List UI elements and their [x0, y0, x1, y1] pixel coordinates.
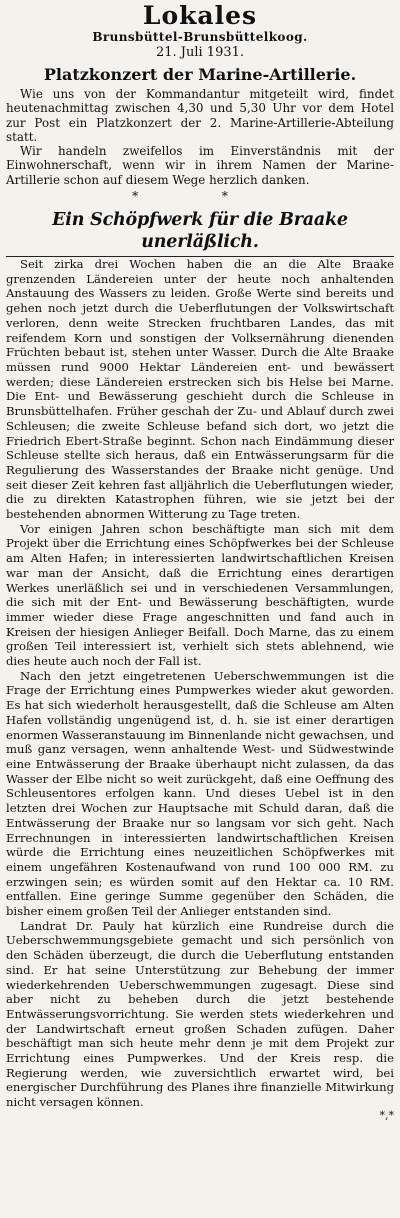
article2-paragraph: Landrat Dr. Pauly hat kürzlich eine Rundreise durch die Ueberschwemmungsgebiete gemacht und sich persönlich von den Schäden überzeugt, die durch die Ueberflutung entstanden sind. Er hat seine Unterstützung zur Behebung der immer wiederkehrenden Ueberschwemmungen zugesagt. Diese sind aber nicht zu beheben durch die jetzt bestehende Entwässerungsvorrichtung. Sie werden stets wiederkehren und der Landwirtschaft erneut großen Schaden zufügen. Daher beschäftigt man sich heute mehr denn je mit dem Projekt zur Errichtung eines Pumpwerkes. Und der Kreis resp. die Regierung werden, wie zuversichtlich erwartet wird, bei energischer Durchführung des Planes ihre finanzielle Mitwirkung nicht versagen können.: [6, 918, 394, 1110]
section-title: Lokales: [142, 1, 258, 30]
article1-paragraph: Wir handeln zweifellos im Einverständnis mit der Einwohnerschaft, wenn wir in ihrem Namen der Marine-Artillerie schon auf diesem Wege herzlich danken.: [6, 144, 394, 187]
article1-headline: Platzkonzert der Marine-Artillerie.: [43, 65, 357, 84]
dateline-place: Brunsbüttel-Brunsbüttelkoog.: [92, 30, 308, 44]
article-separator: * *: [132, 189, 268, 204]
article2-headline: Ein Schöpfwerk für die Braake unerläßlich.: [52, 210, 348, 253]
end-mark: *,*: [379, 1108, 394, 1122]
article2-paragraph: Seit zirka drei Wochen haben die an die Alte Braake grenzenden Ländereien unter der heute noch anhaltenden Anstauung des Wassers zu leiden. Große Werte sind bereits und gehen noch jetzt durch die Ueberflutungen der Volkswirtschaft verloren, denn weite Strecken fruchtbaren Landes, das mit reifendem Korn und sonstigen der Volksernährung dienenden Früchten bebaut ist, stehen unter Wasser. Durch die Alte Braake müssen rund 9000 Hektar Ländereien ent- und bewässert werden; diese Ländereien erstrecken sich bis Helse bei Marne. Die Ent- und Bewässerung geschieht durch die Schleuse in Brunsbüttelhafen. Früher geschah der Zu- und Ablauf durch zwei Schleusen; die zweite Schleuse befand sich dort, wo jetzt die Friedrich Ebert-Straße beginnt. Schon nach Eindämmung dieser Schleuse stellte sich heraus, daß ein Entwässerungsarm für die Regulierung des Wasserstandes der Braake nicht genüge. Und seit dieser Zeit kehren fast alljährlich die Ueberflutungen wieder, die zu direkten Katastrophen führen, wie sie jetzt bei der bestehenden abnormen Witterung zu Tage treten.: [6, 257, 394, 522]
article2-paragraph: Vor einigen Jahren schon beschäftigte man sich mit dem Projekt über die Errichtung eines Schöpfwerkes bei der Schleuse am Alten Hafen; in interessierten landwirtschaftlichen Kreisen war man der Ansicht, daß die Errichtung eines derartigen Werkes unerläßlich sei und in verschiedenen Versammlungen, die sich mit der Ent- und Bewässerung beschäftigten, wurde immer wieder diese Frage angeschnitten und fand auch in Kreisen der hiesigen Anlieger Beifall. Doch Marne, das zu einem großen Teil interessiert ist, verhielt sich stets ablehnend, wie dies heute auch noch der Fall ist.: [6, 521, 394, 669]
article1-paragraph: Wie uns von der Kommandantur mitgeteilt wird, findet heutenachmittag zwischen 4,30 und 5,30 Uhr vor dem Hotel zur Post ein Platzkonzert der 2. Marine-Artillerie-Abteilung statt.: [6, 87, 394, 144]
dateline-date: 21. Juli 1931.: [155, 45, 245, 60]
article2-paragraph: Nach den jetzt eingetretenen Ueberschwemmungen ist die Frage der Errichtung eines Pumpwerkes wieder akut geworden. Es hat sich wiederholt herausgestellt, daß die Schleuse am Alten Hafen vollständig ungenügend ist, d. h. sie ist einer derartigen enormen Wasseranstauung im Binnenlande nicht gewachsen, und muß ganz versagen, wenn anhaltende West- und Südwestwinde eine Entwässerung der Braake überhaupt nicht zulassen, da das Wasser der Elbe nicht so weit zurückgeht, daß eine Oeffnung des Schleusentores erfolgen kann. Und dieses Uebel ist in den letzten drei Wochen zur Hauptsache mit Schuld daran, daß die Entwässerung der Braake nur so langsam vor sich geht. Nach Errechnungen in interessierten landwirtschaftlichen Kreisen würde die Errichtung eines neuzeitlichen Schöpfwerkes mit einem ungefähren Kostenaufwand von rund 100 000 RM. zu erzwingen sein; es würden somit auf den Hektar ca. 10 RM. entfallen. Eine geringe Summe gegenüber den Schäden, die bisher einem großen Teil der Anlieger entstanden sind.: [6, 668, 394, 919]
